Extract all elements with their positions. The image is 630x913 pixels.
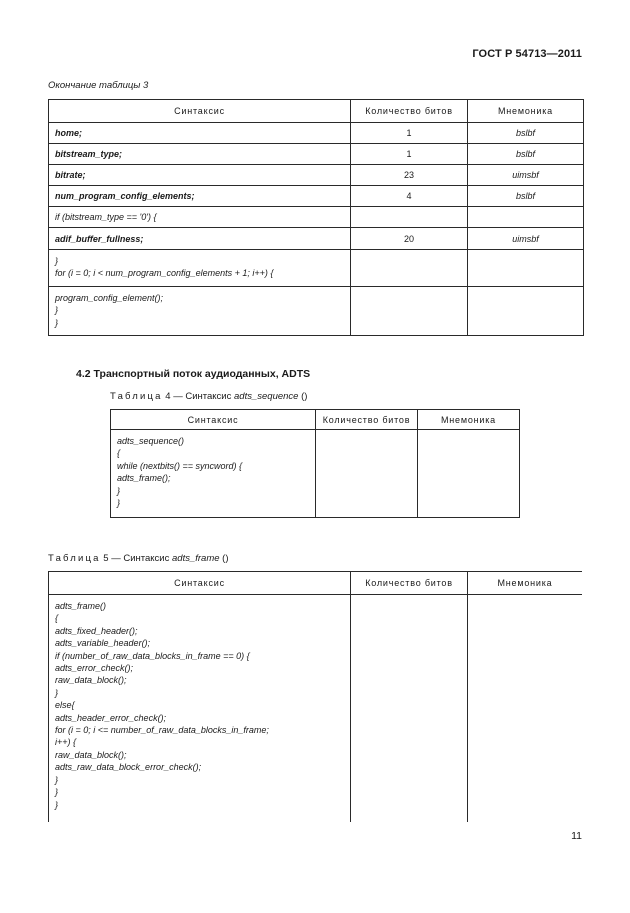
syntax-cell: adif_buffer_fullness;: [49, 228, 351, 250]
code-line: adts_frame(): [55, 601, 107, 611]
code-line: raw_data_block();: [55, 749, 127, 760]
table5-caption-rest: 5 — Синтаксис: [100, 553, 173, 564]
code-line: }: [117, 485, 121, 496]
column-header-mnemonic: Мнемоника: [468, 100, 584, 123]
code-line: i++) {: [55, 737, 77, 748]
code-line: }: [55, 305, 59, 316]
mnemonic-cell: [468, 250, 584, 287]
table-row: [111, 430, 520, 518]
table-row: [49, 144, 584, 165]
syntax-cell: home;: [49, 123, 351, 144]
mnemonic-cell: [468, 207, 584, 228]
table5-caption-func: adts_frame: [172, 553, 220, 564]
syntax-cell: bitstream_type;: [49, 144, 351, 165]
mnemonic-cell: bslbf: [468, 186, 584, 207]
syntax-cell: bitrate;: [49, 165, 351, 186]
bits-cell: 23: [351, 165, 468, 186]
code-line: program_config_element();: [55, 292, 164, 303]
syntax-code-block: [49, 595, 351, 823]
table5-caption-paren: (): [219, 553, 229, 564]
code-line: {: [55, 613, 59, 624]
table-row: [49, 165, 584, 186]
table5-caption-prefix: Таблица: [48, 553, 101, 564]
table4-caption-rest: 4 — Синтаксис: [162, 391, 235, 402]
code-line: }: [55, 317, 59, 328]
table4-caption: [110, 391, 307, 402]
table5-caption: [48, 553, 229, 564]
code-line: adts_fixed_header();: [55, 625, 138, 636]
table-row: [49, 123, 584, 144]
bits-cell: 1: [351, 123, 468, 144]
column-header-bits: Количество битов: [316, 410, 418, 430]
page-number: 11: [571, 830, 582, 842]
code-line: }: [55, 799, 59, 810]
mnemonic-cell: uimsbf: [468, 165, 584, 186]
mnemonic-cell: uimsbf: [468, 228, 584, 250]
bits-cell: [351, 207, 468, 228]
column-header-mnemonic: Мнемоника: [468, 572, 583, 595]
code-line: for (i = 0; i <= number_of_raw_data_blocks_in_frame;: [55, 725, 269, 736]
table-row: [49, 595, 583, 823]
table4-caption-prefix: Таблица: [110, 391, 163, 402]
mnemonic-cell: [418, 430, 520, 518]
code-line: adts_sequence(): [117, 436, 185, 446]
table5-container: [48, 571, 582, 822]
code-line: }: [55, 687, 59, 698]
table4-caption-func: adts_sequence: [234, 391, 299, 402]
table3-caption: Окончание таблицы 3: [48, 80, 149, 91]
bits-cell: 4: [351, 186, 468, 207]
mnemonic-cell: bslbf: [468, 144, 584, 165]
table4-caption-paren: (): [298, 391, 308, 402]
bits-cell: 1: [351, 144, 468, 165]
code-line: raw_data_block();: [55, 675, 127, 686]
code-line: {: [117, 448, 121, 459]
column-header-syntax: Синтаксис: [49, 572, 351, 595]
mnemonic-cell: [468, 286, 584, 335]
code-line: }: [55, 774, 59, 785]
bits-cell: [316, 430, 418, 518]
bits-cell: [351, 595, 468, 823]
bits-cell: 20: [351, 228, 468, 250]
column-header-bits: Количество битов: [351, 572, 468, 595]
standard-code: ГОСТ Р 54713—2011: [472, 48, 582, 60]
bits-cell: [351, 250, 468, 287]
table-row: [49, 286, 584, 335]
code-line: if (number_of_raw_data_blocks_in_frame == 0) {: [55, 650, 250, 661]
code-line: else{: [55, 700, 75, 711]
syntax-code-block: [49, 250, 351, 287]
code-line: for (i = 0; i < num_program_config_elements + 1; i++) {: [55, 268, 274, 279]
mnemonic-cell: [468, 595, 583, 823]
syntax-cell: num_program_config_elements;: [49, 186, 351, 207]
column-header-bits: Количество битов: [351, 100, 468, 123]
bits-cell: [351, 286, 468, 335]
table-row: [49, 250, 584, 287]
column-header-syntax: Синтаксис: [111, 410, 316, 430]
code-line: adts_frame();: [117, 473, 171, 484]
table-row: [49, 186, 584, 207]
table-row: [49, 207, 584, 228]
mnemonic-cell: bslbf: [468, 123, 584, 144]
column-header-syntax: Синтаксис: [49, 100, 351, 123]
code-line: adts_error_check();: [55, 663, 134, 674]
table3: [48, 99, 584, 336]
table4: [110, 409, 520, 518]
table5: [48, 571, 582, 822]
column-header-mnemonic: Мнемоника: [418, 410, 520, 430]
code-line: adts_variable_header();: [55, 638, 151, 649]
code-line: while (nextbits() == syncword) {: [117, 460, 243, 471]
code-line: }: [55, 256, 59, 266]
syntax-code-block: [49, 286, 351, 335]
syntax-cell: if (bitstream_type == '0') {: [49, 207, 351, 228]
code-line: adts_raw_data_block_error_check();: [55, 762, 202, 773]
section-heading: 4.2 Транспортный поток аудиоданных, ADTS: [76, 368, 311, 380]
code-line: }: [117, 498, 121, 509]
code-line: adts_header_error_check();: [55, 712, 167, 723]
table-row: [49, 228, 584, 250]
code-line: }: [55, 787, 59, 798]
syntax-code-block: [111, 430, 316, 518]
